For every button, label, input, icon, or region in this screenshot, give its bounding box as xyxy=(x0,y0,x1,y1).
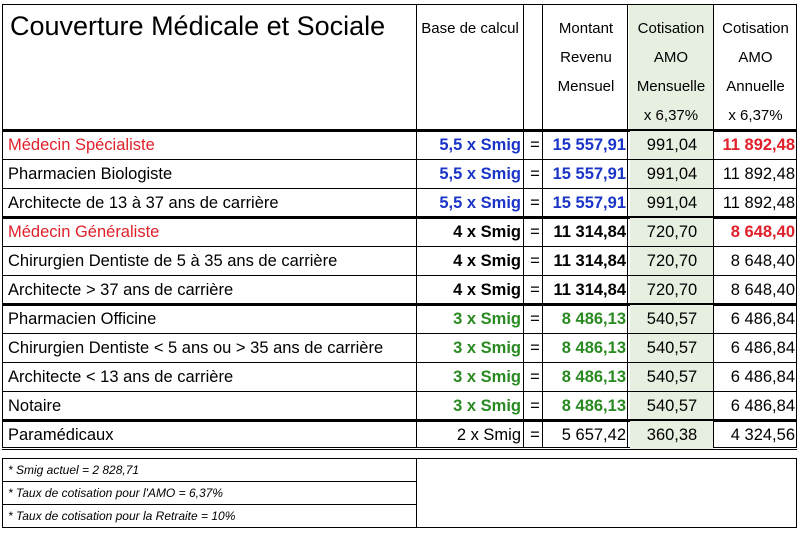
row-cotisation-mensuelle: 540,57 xyxy=(630,334,714,363)
row-equals: = xyxy=(530,281,540,299)
table-row xyxy=(2,305,797,334)
table-row xyxy=(2,392,797,421)
row-cotisation-annuelle: 6 486,84 xyxy=(730,368,795,386)
table-row xyxy=(2,218,797,247)
page-title: Couverture Médicale et Sociale xyxy=(10,11,386,41)
row-equals: = xyxy=(530,252,540,270)
row-montant: 8 486,13 xyxy=(561,339,626,357)
table-row xyxy=(2,131,797,160)
row-base: 4 x Smig xyxy=(453,281,521,299)
row-cotisation-mensuelle: 540,57 xyxy=(630,392,714,421)
row-base: 5,5 x Smig xyxy=(439,165,521,183)
header-montant-line-2: Revenu xyxy=(560,49,612,66)
row-label: Pharmacien Biologiste xyxy=(8,165,173,183)
row-montant: 8 486,13 xyxy=(561,397,626,415)
column-divider xyxy=(627,4,628,448)
table-row xyxy=(2,363,797,392)
row-equals: = xyxy=(530,223,540,241)
row-cotisation-mensuelle: 720,70 xyxy=(630,276,714,305)
row-montant: 5 657,42 xyxy=(561,426,626,444)
row-base: 2 x Smig xyxy=(456,426,521,444)
row-divider xyxy=(2,449,797,450)
row-cotisation-annuelle: 8 648,40 xyxy=(730,252,795,270)
note-taux-amo: * Taux de cotisation pour l'AMO = 6,37% xyxy=(8,486,223,500)
header-cotisation-mensuelle xyxy=(629,5,713,129)
header-cot-mens-line-1: Cotisation xyxy=(637,20,705,37)
row-cotisation-annuelle: 8 648,40 xyxy=(730,281,795,299)
row-cotisation-annuelle: 11 892,48 xyxy=(722,194,795,212)
row-cotisation-mensuelle: 540,57 xyxy=(630,363,714,392)
row-label: Architecte > 37 ans de carrière xyxy=(8,281,234,299)
row-montant: 15 557,91 xyxy=(552,136,626,154)
row-label: Notaire xyxy=(8,397,62,415)
row-montant: 11 314,84 xyxy=(553,252,626,270)
header-cot-ann-line-2: AMO xyxy=(738,49,773,66)
row-cotisation-mensuelle: 540,57 xyxy=(630,305,714,334)
row-cotisation-annuelle: 6 486,84 xyxy=(730,397,795,415)
row-equals: = xyxy=(530,194,540,212)
row-label: Pharmacien Officine xyxy=(8,310,157,328)
row-equals: = xyxy=(530,136,540,154)
header-base-de-calcul: Base de calcul xyxy=(421,20,519,37)
table-row xyxy=(2,276,797,305)
row-cotisation-annuelle: 6 486,84 xyxy=(730,339,795,357)
row-montant: 15 557,91 xyxy=(552,194,626,212)
row-montant: 8 486,13 xyxy=(561,310,626,328)
header-cot-ann-line-1: Cotisation xyxy=(722,20,789,37)
row-cotisation-mensuelle: 720,70 xyxy=(630,247,714,276)
row-label: Médecin Généraliste xyxy=(8,223,160,241)
row-label: Chirurgien Dentiste < 5 ans ou > 35 ans de carrière xyxy=(8,339,384,357)
row-base: 4 x Smig xyxy=(453,223,521,241)
row-montant: 11 314,84 xyxy=(553,223,626,241)
column-divider xyxy=(523,4,524,448)
note-smig: * Smig actuel = 2 828,71 xyxy=(8,463,140,477)
header-cot-mens-line-3: Mensuelle xyxy=(636,78,706,95)
row-cotisation-mensuelle: 720,70 xyxy=(630,218,714,247)
notes-empty-cell xyxy=(416,458,797,528)
row-base: 3 x Smig xyxy=(453,339,521,357)
row-base: 5,5 x Smig xyxy=(439,136,521,154)
row-cotisation-annuelle: 8 648,40 xyxy=(730,223,795,241)
row-label: Paramédicaux xyxy=(8,426,114,444)
row-cotisation-annuelle: 11 892,48 xyxy=(722,136,795,154)
row-montant: 8 486,13 xyxy=(561,368,626,386)
row-equals: = xyxy=(530,165,540,183)
header-cot-mens-line-4: x 6,37% xyxy=(643,107,699,124)
row-label: Architecte < 13 ans de carrière xyxy=(8,368,234,386)
row-base: 3 x Smig xyxy=(453,397,521,415)
row-cotisation-annuelle: 11 892,48 xyxy=(722,165,795,183)
row-label: Médecin Spécialiste xyxy=(8,136,155,154)
column-divider xyxy=(416,4,417,448)
row-equals: = xyxy=(530,397,540,415)
row-cotisation-mensuelle: 991,04 xyxy=(630,131,714,160)
row-montant: 15 557,91 xyxy=(552,165,626,183)
table-row xyxy=(2,189,797,218)
row-base: 3 x Smig xyxy=(453,310,521,328)
table-row xyxy=(2,421,797,450)
table-row xyxy=(2,160,797,189)
row-montant: 11 314,84 xyxy=(553,281,626,299)
header-montant-line-3: Mensuel xyxy=(557,78,615,95)
row-label: Architecte de 13 à 37 ans de carrière xyxy=(8,194,279,212)
column-divider xyxy=(713,4,714,448)
row-cotisation-mensuelle: 991,04 xyxy=(630,189,714,218)
row-equals: = xyxy=(530,339,540,357)
header-montant-line-1: Montant xyxy=(558,20,614,37)
header-cot-ann-line-4: x 6,37% xyxy=(728,107,783,124)
column-divider xyxy=(542,4,543,448)
header-cot-mens-line-2: AMO xyxy=(653,49,689,66)
row-cotisation-annuelle: 4 324,56 xyxy=(730,426,795,444)
table-row xyxy=(2,247,797,276)
row-equals: = xyxy=(530,426,540,444)
table-row xyxy=(2,334,797,363)
row-cotisation-annuelle: 6 486,84 xyxy=(730,310,795,328)
row-equals: = xyxy=(530,368,540,386)
row-cotisation-mensuelle: 360,38 xyxy=(630,421,714,450)
row-cotisation-mensuelle: 991,04 xyxy=(630,160,714,189)
note-taux-retraite: * Taux de cotisation pour la Retraite = 10% xyxy=(8,509,236,523)
header-cot-ann-line-3: Annuelle xyxy=(726,78,785,95)
row-label: Chirurgien Dentiste de 5 à 35 ans de carrière xyxy=(8,252,338,270)
row-equals: = xyxy=(530,310,540,328)
row-base: 5,5 x Smig xyxy=(439,194,521,212)
header-cotisation-annuelle xyxy=(714,14,797,130)
row-base: 4 x Smig xyxy=(453,252,521,270)
row-base: 3 x Smig xyxy=(453,368,521,386)
header-montant xyxy=(545,14,627,101)
